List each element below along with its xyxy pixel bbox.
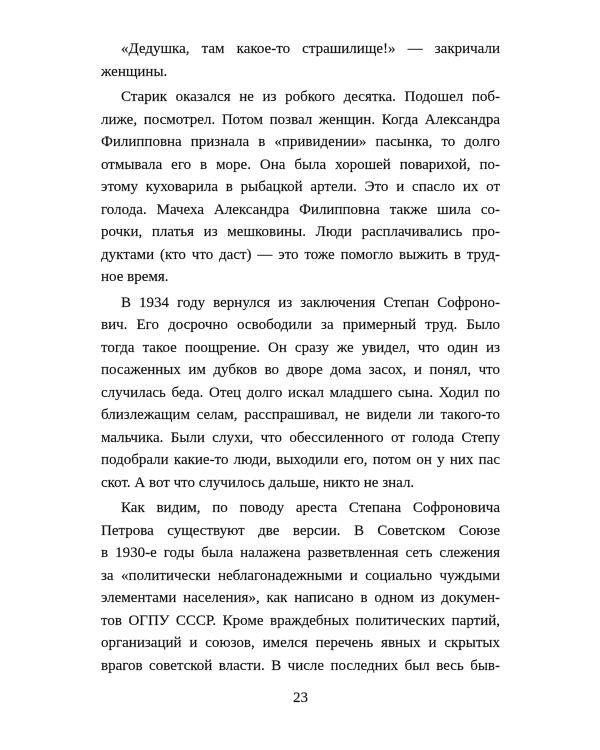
text-line: ное время. [101, 269, 169, 285]
text-line: врагов советской власти. В числе последних был весь быв- [101, 657, 500, 674]
text-line: тогда такое поощрение. Он сразу же увидел, что один из [101, 339, 500, 356]
text-line: лиже, посмотрел. Потом позвал женщин. Когда Александра [101, 111, 500, 128]
page-number: 23 [293, 690, 308, 706]
text-line: этому куховарила в рыбацкой артели. Это и спасло их от [101, 179, 500, 195]
text-line: за «политически неблагонадежными и социально чуждыми [101, 567, 500, 584]
text-line: элементами населения», как написано в одном из докумен- [101, 590, 500, 606]
text-line: женщины. [101, 63, 168, 80]
text-line: Старик оказался не из робкого десятка. Подошел поб- [121, 89, 500, 105]
text-line: случилась беда. Отец долго искал младшего сына. Ходил по [101, 384, 500, 401]
text-line: Петрова существуют две версии. В Советском Союзе [101, 522, 500, 539]
text-line: отмывала его в море. Она была хорошей поварихой, по- [101, 156, 500, 173]
text-line: посаженных им дубков во дворе дома засох, и понял, что [101, 362, 500, 378]
paragraph-1 [101, 38, 500, 83]
text-line: дуктами (кто что даст) — это тоже помогло выжить в труд- [101, 246, 500, 263]
paragraph-4 [101, 497, 500, 677]
text-line: тов ОГПУ СССР. Кроме враждебных политических партий, [101, 612, 500, 629]
text-line: «Дедушка, там какое-то страшилище!» — закричали [121, 41, 500, 57]
text-line: рочки, платья из мешковины. Люди расплачивались про- [101, 224, 500, 240]
body-text [101, 38, 500, 677]
text-line: В 1934 году вернулся из заключения Степан Софроно- [121, 294, 500, 311]
text-line: близлежащим селам, расспрашивал, не видели ли такого-то [101, 407, 500, 423]
text-line: подобрали какие-то люди, выходили его, потом он у них пас [101, 452, 500, 468]
text-line: вич. Его досрочно освободили за примерный труд. Было [101, 317, 500, 333]
paragraph-3 [101, 292, 500, 495]
text-line: голода. Мачеха Александра Филипповна также шила со- [101, 201, 500, 218]
text-line: Как видим, по поводу ареста Степана Софроновича [121, 500, 500, 516]
text-line: в 1930-е годы была налажена разветвленная сеть слежения [101, 545, 500, 561]
text-line: Филипповна признала в «привидении» пасынка, то долго [101, 134, 500, 150]
text-line: скот. А вот что случилось дальше, никто не знал. [101, 474, 415, 491]
text-line: мальчика. Были слухи, что обессиленного от голода Степу [101, 429, 500, 446]
text-line: организаций и союзов, имелся перечень явных и скрытых [101, 635, 500, 651]
paragraph-2 [101, 86, 500, 289]
